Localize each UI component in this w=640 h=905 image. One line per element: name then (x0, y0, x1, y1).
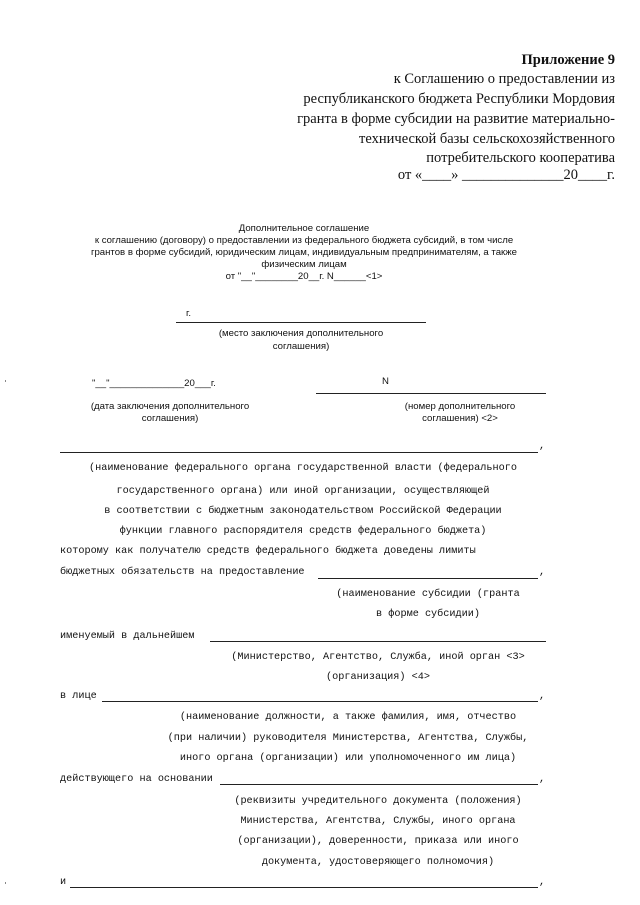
date-caption-line-2: соглашения) (141, 413, 199, 424)
number-prefix: N (382, 376, 389, 387)
obligations-prefix: бюджетных обязательств на предоставление (60, 567, 305, 578)
appendix-title: Приложение 9 (521, 52, 615, 68)
basis-caption-line-4: документа, удостоверяющего полномочия) (261, 857, 495, 868)
referred-underline (210, 641, 546, 642)
scan-mark (5, 380, 6, 382)
person-underline (102, 701, 538, 702)
number-caption-line-1: (номер дополнительного (404, 401, 516, 412)
heading-line-2: к соглашению (договору) о предоставлении из федерального бюджета субсидий, в том числе (94, 235, 514, 246)
obligations-underline (318, 578, 538, 579)
place-prefix: г. (186, 308, 191, 319)
party-comma: , (539, 441, 546, 452)
obligations-comma: , (539, 567, 546, 578)
party-underline (60, 452, 538, 453)
place-underline (176, 322, 426, 323)
and-underline (70, 887, 538, 888)
party-caption-line-3: в соответствии с бюджетным законодательством Российской Федерации (104, 506, 502, 517)
party-caption-line-2: государственного органа) или иной организации, осуществляющей (116, 486, 490, 497)
limits-line: которому как получателю средств федерального бюджета доведены лимиты (60, 546, 476, 557)
place-caption-line-1: (место заключения дополнительного (218, 328, 384, 339)
date-caption-line-1: (дата заключения дополнительного (90, 401, 250, 412)
appendix-line-1: к Соглашению о предоставлении из (393, 71, 615, 87)
ministry-caption-line-2: (организация) <4> (326, 672, 430, 683)
basis-prefix: действующего на основании (60, 774, 213, 785)
person-caption-line-1: (наименование должности, а также фамилия, имя, отчество (179, 712, 517, 723)
subsidy-caption-line-2: в форме субсидии) (376, 609, 480, 620)
basis-caption-line-2: Министерства, Агентства, Службы, иного органа (240, 816, 516, 827)
party-caption-line-4: функции главного распорядителя средств федерального бюджета) (119, 526, 487, 537)
date-text: "__"______________20___г. (92, 378, 216, 389)
person-caption-line-3: иного органа (организации) или уполномоченного им лица) (179, 753, 517, 764)
place-caption-line-2: соглашения) (272, 341, 330, 352)
appendix-line-3: гранта в форме субсидии на развитие материально- (297, 111, 615, 127)
heading-line-5: от "__"________20__г. N______<1> (225, 271, 383, 282)
basis-caption-line-3: (организации), доверенности, приказа или иного (237, 836, 519, 847)
person-prefix: в лице (60, 691, 97, 702)
number-underline (316, 393, 546, 394)
and-comma: , (539, 877, 546, 888)
number-caption-line-2: соглашения) <2> (422, 413, 498, 424)
basis-comma: , (539, 774, 546, 785)
basis-caption-line-1: (реквизиты учредительного документа (положения) (234, 796, 522, 807)
appendix-line-5: потребительского кооператива (426, 150, 615, 166)
person-caption-line-2: (при наличии) руководителя Министерства, Агентства, Службы, (167, 733, 529, 744)
heading-line-4: физическим лицам (261, 259, 347, 270)
ministry-caption-line-1: (Министерство, Агентство, Служба, иной орган <3> (231, 652, 525, 663)
appendix-line-4: технической базы сельскохозяйственного (359, 131, 615, 147)
scan-mark (5, 882, 6, 884)
appendix-date-line: от «____» ______________20____г. (397, 167, 615, 183)
person-comma: , (539, 691, 546, 702)
heading-line-3: грантов в форме субсидий, юридическим лицам, индивидуальным предпринимателям, а также (90, 247, 518, 258)
appendix-line-2: республиканского бюджета Республики Мордовия (303, 91, 615, 107)
subsidy-caption-line-1: (наименование субсидии (гранта (336, 589, 520, 600)
party-caption-line-1: (наименование федерального органа государственной власти (федерального (89, 463, 517, 474)
and-prefix: и (60, 877, 67, 888)
heading-title: Дополнительное соглашение (238, 223, 370, 234)
referred-prefix: именуемый в дальнейшем (60, 631, 195, 642)
basis-underline (220, 784, 538, 785)
